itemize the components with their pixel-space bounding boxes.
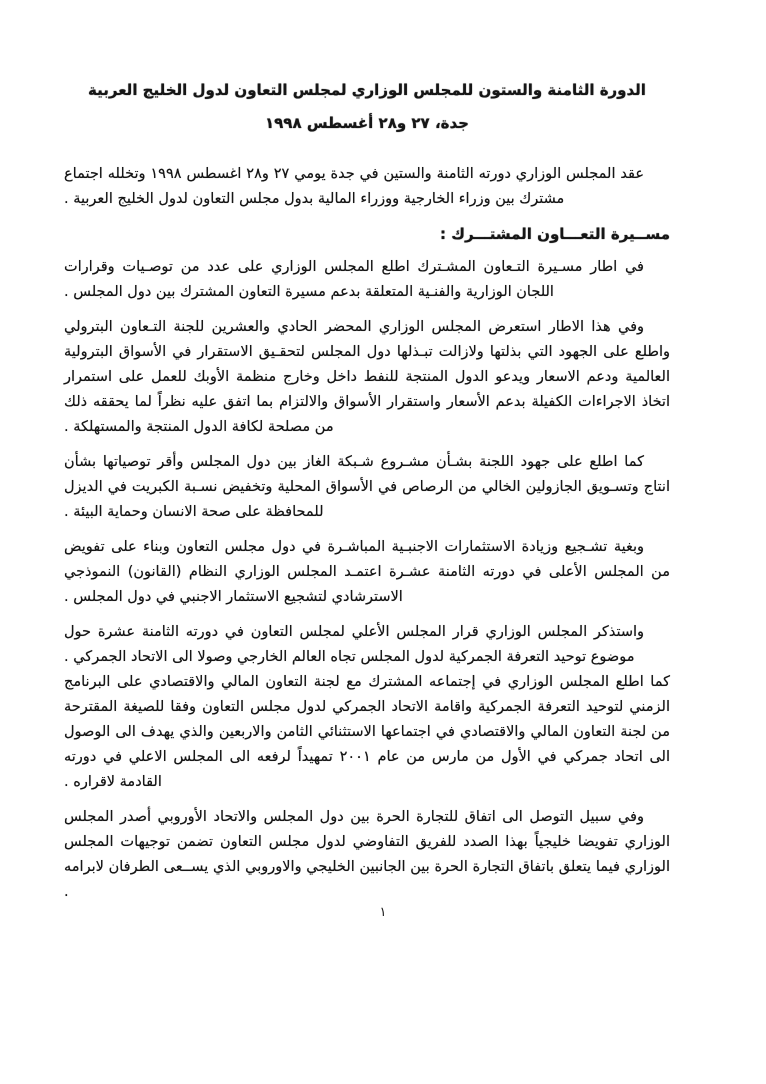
document-body (64, 74, 670, 915)
document-title (64, 74, 670, 140)
section-heading-joint-cooperation: مســيرة التعـــاون المشتـــرك : (440, 225, 670, 243)
body-paragraph: وفي هذا الاطار استعرض المجلس الوزاري المحضر الحادي والعشرين للجنة التـعاون البترولي واطلع على الجهود التي بذلتها ولازالت تبـذلها دول المجلس لتحقـيق الاستقرار في الأسواق البترولية العالمية ودعم الاسعار ويدعو الدول المنتجة للنفط داخل وخارج منظمة الأوبك للعمل على استمرار اتخاذ الاجراءات الكفيلة بدعم الأسعار واستقرار الأسواق والالتزام بما اتفق عليه نظراً لما يحققه ذلك من مصلحة لكافة الدول المنتجة والمستهلكة . (64, 319, 670, 435)
body-paragraph: وفي سبيل التوصل الى اتفاق للتجارة الحرة بين دول المجلس والاتحاد الأوروبي أصدر المجلس الوزاري تفويضا خليجياً بهذا الصدد للفريق التفاوضي لدول مجلس التعاون تضمن توجيهات المجلس الوزاري فيما يتعلق باتفاق التجارة الحرة بين الجانبين الخليجي والاوروبي الذي يســعى الطرفان لابرامه . (64, 809, 670, 900)
body-paragraph: في اطار مسـيرة التـعاون المشـترك اطلع المجلس الوزاري على عدد من توصـيات وقرارات اللجان الوزارية والفنـية المتعلقة بدعم مسيرة التعاون المشترك بين دول المجلس . (64, 259, 644, 300)
body-paragraph: واستذكر المجلس الوزاري قرار المجلس الأعلي لمجلس التعاون في دورته الثامنة عشرة حول موضوع توحيد التعرفة الجمركية لدول المجلس تجاه العالم الخارجي وصولا الى الاتحاد الجمركي . (64, 624, 644, 665)
body-paragraph: وبغية تشـجيع وزيادة الاستثمارات الاجنبـية المباشـرة في دول مجلس التعاون وبناء على تفويض من المجلس الأعلى في دورته الثامنة عشـرة اعتمـد المجلس الوزاري النظام (القانون) النموذجي الاسترشادي لتشجيع الاستثمار الاجنبي في دول المجلس . (64, 539, 670, 605)
document-title-date-line: جدة، ٢٧ و٢٨ أغسطس ١٩٩٨ (265, 114, 469, 132)
intro-paragraph: عقد المجلس الوزاري دورته الثامنة والستين في جدة يومي ٢٧ و٢٨ اغسطس ١٩٩٨ وتخلله اجتماع مشترك بين وزراء الخارجية ووزراء المالية بدول مجلس التعاون لدول الخليج العربية . (64, 166, 644, 207)
body-paragraph: كما اطلع المجلس الوزاري في إجتماعه المشترك مع لجنة التعاون المالي والاقتصادي على البرنامج الزمني لتوحيد التعرفة الجمركية واقامة الاتحاد الجمركي لدول مجلس التعاون وفقا للصيغة المقترحة من لجنة التعاون المالي والاقتصادي في اجتماعها الاستثنائي الثامن والاربعين والذي يهدف الى الوصول الى اتحاد جمركي في الأول من مارس من عام ٢٠٠١ تمهيداً لرفعه الى المجلس الاعلي في دورته القادمة لاقراره . (64, 674, 670, 790)
document-title-line1: الدورة الثامنة والستون للمجلس الوزاري لمجلس التعاون لدول الخليج العربية (88, 81, 646, 99)
page-number: ١ (379, 905, 387, 920)
body-paragraph: كما اطلع على جهود اللجنة بشـأن مشـروع شـبكة الغاز بين دول المجلس وأقر توصياتها بشأن انتاج وتسـويق الجازولين الخالي من الرصاص في الأسواق المحلية وتخفيض نسـبة الكبريت في الديزل للمحافظة على صحة الانسان وحماية البيئة . (64, 454, 670, 520)
